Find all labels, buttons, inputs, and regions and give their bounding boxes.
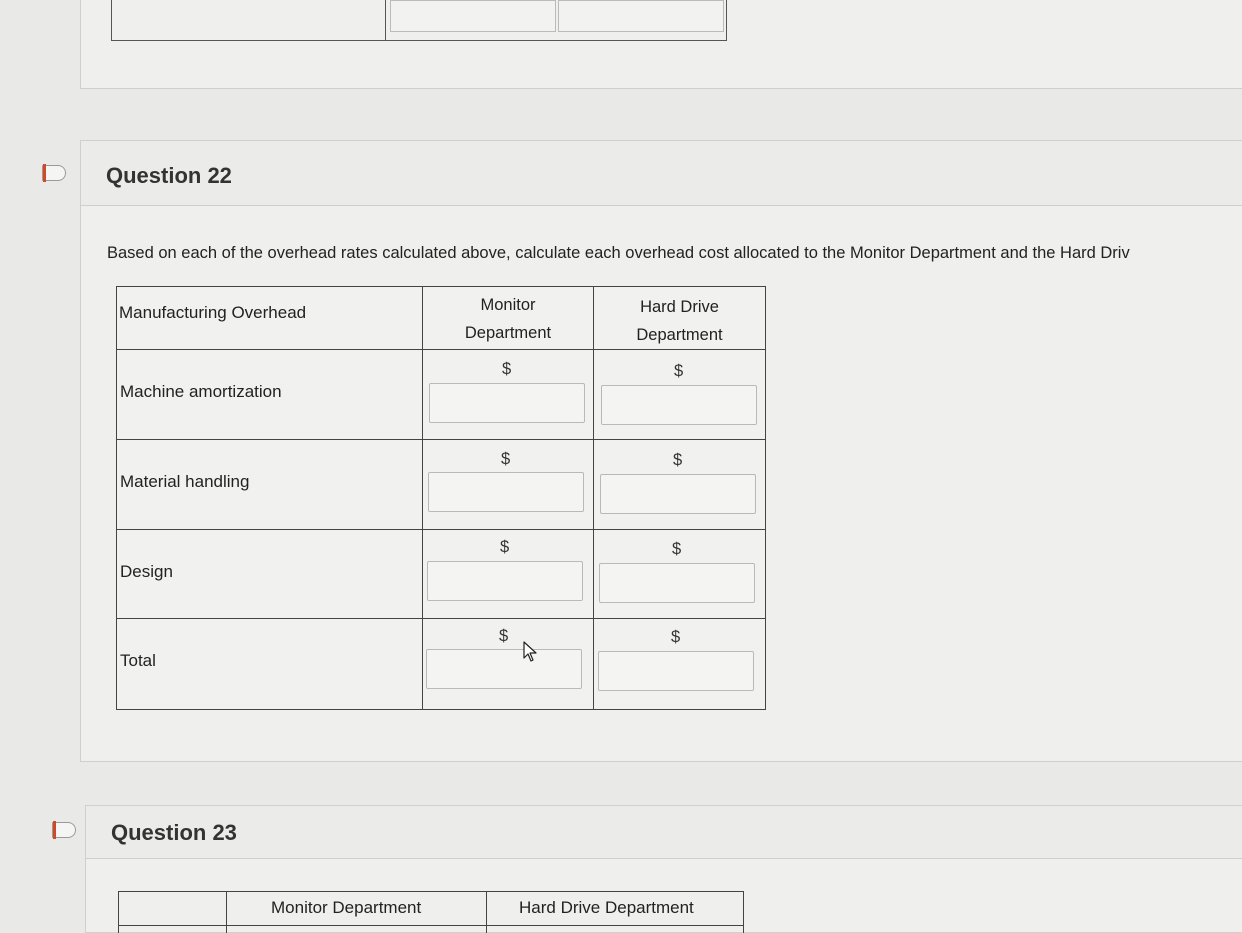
question-23-card <box>85 805 1242 933</box>
row-label-machine-amortization: Machine amortization <box>120 382 282 401</box>
header-line: Hard Drive <box>640 298 719 316</box>
currency-symbol: $ <box>502 360 512 378</box>
flag-question-22-icon[interactable] <box>42 165 66 181</box>
overhead-allocation-table <box>116 286 766 710</box>
question-title: Question 23 <box>111 820 237 845</box>
header-monitor-department <box>423 291 593 347</box>
currency-symbol: $ <box>673 451 683 469</box>
row-divider <box>117 618 765 619</box>
currency-symbol: $ <box>499 627 509 645</box>
row-divider <box>117 529 765 530</box>
flag-question-23-icon[interactable] <box>52 822 76 838</box>
mouse-pointer-icon <box>523 641 539 663</box>
question-prompt: Based on each of the overhead rates calculated above, calculate each overhead cost allocated to the Monitor Department and the Hard Driv <box>107 244 1130 262</box>
header-manufacturing-overhead: Manufacturing Overhead <box>119 303 307 322</box>
column-divider <box>422 287 423 709</box>
row-label-design: Design <box>120 562 173 581</box>
machine-amortization-hard-drive-input[interactable] <box>601 385 757 425</box>
row-label-material-handling: Material handling <box>120 472 250 491</box>
design-hard-drive-input[interactable] <box>599 563 755 603</box>
header-line: Department <box>636 326 723 344</box>
machine-amortization-monitor-input[interactable] <box>429 383 585 423</box>
column-divider <box>226 892 227 933</box>
header-line: Department <box>464 324 552 342</box>
currency-symbol: $ <box>500 538 510 556</box>
previous-amount-input[interactable] <box>390 0 556 32</box>
currency-symbol: $ <box>501 450 511 468</box>
previous-amount-input[interactable] <box>558 0 724 32</box>
material-handling-hard-drive-input[interactable] <box>600 474 756 514</box>
row-divider <box>117 349 765 350</box>
design-monitor-input[interactable] <box>427 561 583 601</box>
question-header <box>86 806 1242 859</box>
column-header-monitor-department: Monitor Department <box>271 898 422 917</box>
column-header-hard-drive-department: Hard Drive Department <box>519 898 694 917</box>
table-divider <box>385 0 386 40</box>
currency-symbol: $ <box>672 540 682 558</box>
previous-table <box>111 0 727 41</box>
row-label-total: Total <box>120 651 156 670</box>
row-divider <box>119 925 743 926</box>
question-title: Question 22 <box>106 163 232 188</box>
question-header <box>81 141 1242 206</box>
total-hard-drive-input[interactable] <box>598 651 754 691</box>
currency-symbol: $ <box>674 362 684 380</box>
previous-question-card <box>80 0 1242 89</box>
row-divider <box>117 439 765 440</box>
flag-accent <box>43 164 46 182</box>
header-hard-drive-department <box>594 293 765 349</box>
header-line: Monitor <box>480 296 536 314</box>
flag-accent <box>53 821 56 839</box>
material-handling-monitor-input[interactable] <box>428 472 584 512</box>
column-divider <box>486 892 487 933</box>
question-22-card <box>80 140 1242 762</box>
question-23-table <box>118 891 744 933</box>
currency-symbol: $ <box>671 628 681 646</box>
column-divider <box>593 287 594 709</box>
total-monitor-input[interactable] <box>426 649 582 689</box>
